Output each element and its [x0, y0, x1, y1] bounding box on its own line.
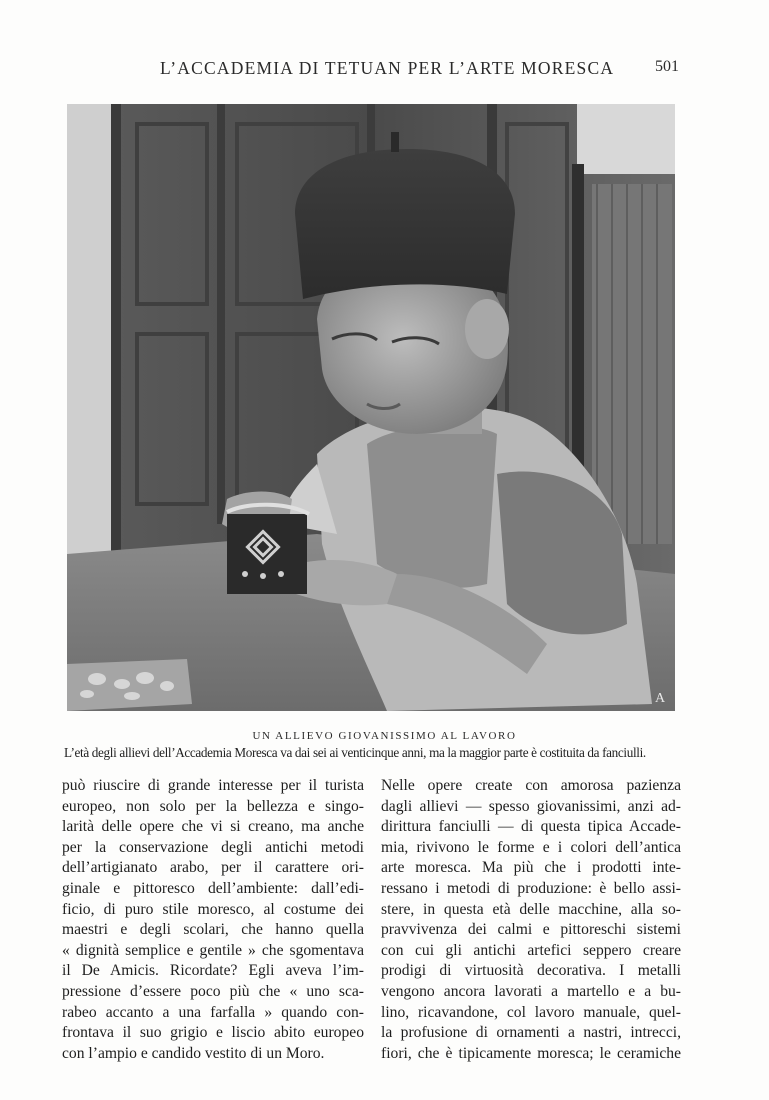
text-line: ginale e pittoresco dell’ambiente: dall’edi- — [62, 879, 364, 897]
text-line: europeo, non solo per la bellezza e singo- — [62, 797, 364, 815]
text-line: pravvivenza dei calmi e pittoreschi sistemi — [381, 921, 681, 939]
caption-text: L’età degli allievi dell’Accademia Moresca va dai sei ai venticinque anni, ma la maggior parte è costituita da fanciulli. — [64, 745, 646, 760]
text-line: rabeo accanto a una farfalla » quando con- — [62, 1003, 364, 1021]
photographer-monogram: A — [655, 691, 666, 706]
text-line: « dignità semplice e gentile » che sgomentava — [62, 941, 364, 959]
text-line: stere, in questa età delle macchine, alla so- — [381, 900, 681, 918]
text-line: il De Amicis. Ricordate? Egli aveva l’im- — [62, 962, 364, 980]
text-line: può riuscire di grande interesse per il turista — [62, 777, 364, 794]
running-header — [0, 58, 769, 82]
text-line: mia, rivivono le forme e i colori dell’antica — [381, 838, 681, 856]
text-line: dirittura fanciulli — di questa tipica Accade- — [381, 818, 681, 836]
text-line: larità delle opere che vi si creano, ma anche — [62, 818, 364, 836]
text-line: frontava il suo grigio e liscio abito europeo — [62, 1024, 364, 1042]
text-line: ressano i metodi di produzione: è bello assi- — [381, 879, 681, 897]
text-line: ficio, di puro stile moresco, al costume dei — [62, 900, 364, 918]
text-line: arte moresca. Ma più che i prodotti inte- — [381, 859, 681, 877]
text-line: maestri e degli scolari, che hanno quella — [62, 921, 364, 939]
text-line: lino, ricavandone, col lavoro manuale, quel- — [381, 1003, 681, 1021]
text-line: per la conservazione degli antichi metodi — [62, 838, 364, 856]
text-line: vengono ancora lavorati a martello e a bu- — [381, 982, 681, 1000]
text-line: la profusione di ornamenti a nastri, intrecci, — [381, 1024, 681, 1042]
caption-title: UN ALLIEVO GIOVANISSIMO AL LAVORO — [252, 730, 517, 742]
photograph-boy-at-work — [67, 104, 675, 711]
text-line: con l’ampio e candido vestito di un Moro. — [62, 1044, 325, 1062]
text-line: Nelle opere create con amorosa pazienza — [381, 777, 681, 794]
text-line: prodigi di virtuosità decorativa. I metalli — [381, 962, 681, 980]
text-line: dagli allievi — spesso giovanissimi, anzi ad- — [381, 797, 681, 815]
text-line: pressione d’essere poco più che « uno sca- — [62, 982, 364, 1000]
text-line: fiori, che è tipicamente moresca; le ceramiche — [381, 1044, 681, 1062]
running-title: L’ACCADEMIA DI TETUAN PER L’ARTE MORESCA — [160, 58, 615, 78]
text-line: dell’artigianato arabo, per il carattere ori- — [62, 859, 364, 877]
body-column-right — [381, 776, 681, 1064]
body-column-left — [62, 776, 364, 1064]
page-number: 501 — [655, 58, 679, 75]
text-line: con cui gli antichi artefici seppero creare — [381, 941, 681, 959]
